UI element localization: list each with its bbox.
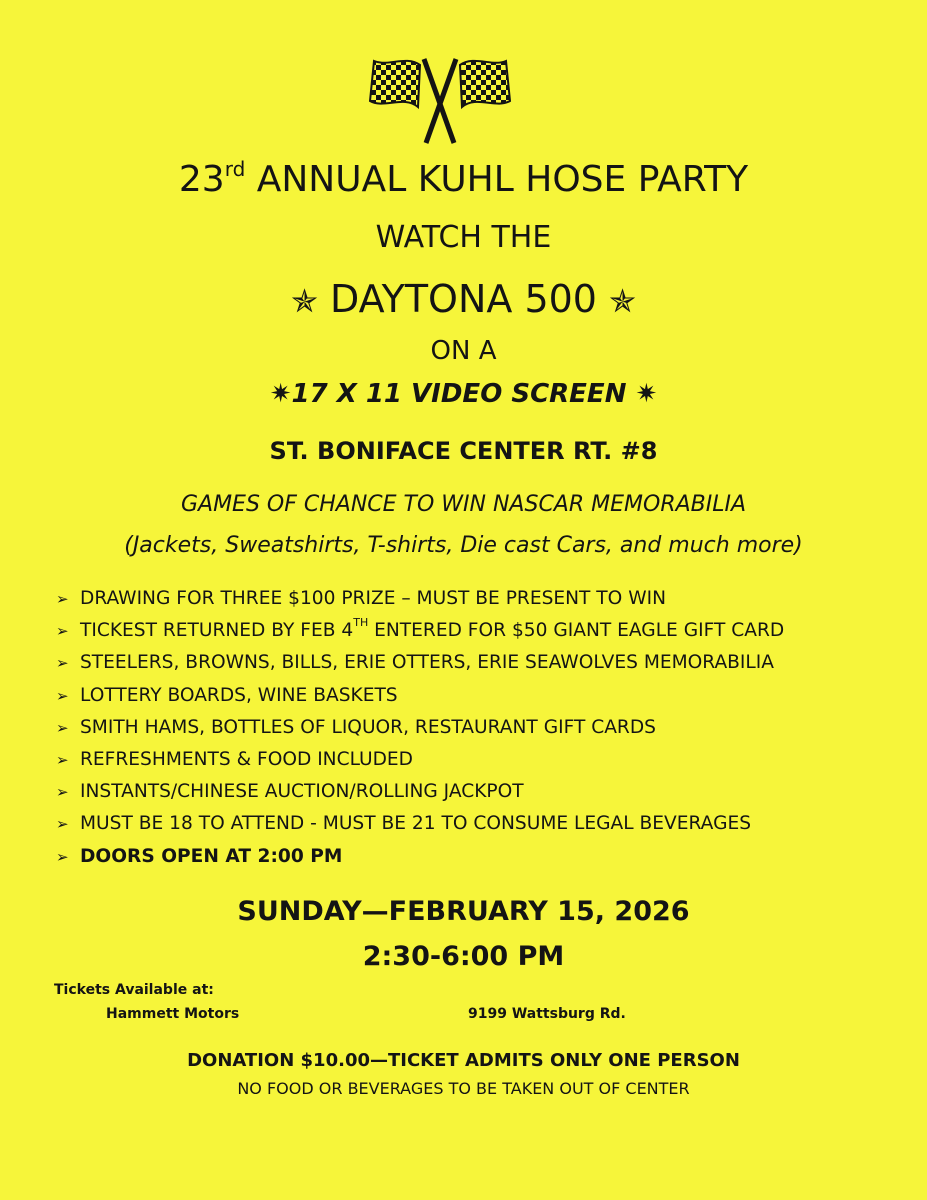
arrow-bullet-icon: ➢ xyxy=(56,783,69,802)
title-ordinal: rd xyxy=(224,157,246,181)
prize-items-line: (Jackets, Sweatshirts, T-shirts, Die cast Cars, and much more) xyxy=(124,533,803,558)
arrow-bullet-icon: ➢ xyxy=(56,686,69,705)
bullet-list xyxy=(56,583,784,873)
video-screen-line xyxy=(0,375,927,413)
games-line: GAMES OF CHANCE TO WIN NASCAR MEMORABILIA xyxy=(180,492,747,517)
no-food-notice: NO FOOD OR BEVERAGES TO BE TAKEN OUT OF CENTER xyxy=(237,1079,690,1098)
video-screen-label: 17 X 11 VIDEO SCREEN xyxy=(291,379,627,409)
watch-the-line: WATCH THE xyxy=(375,220,552,255)
venue-line: ST. BONIFACE CENTER RT. #8 xyxy=(269,437,658,465)
list-item: ➢ DOORS OPEN AT 2:00 PM xyxy=(56,841,784,873)
event-date: SUNDAY—FEBRUARY 15, 2026 xyxy=(237,896,690,927)
list-item: ➢ LOTTERY BOARDS, WINE BASKETS xyxy=(56,680,784,712)
event-title: 23rd ANNUAL KUHL HOSE PARTY xyxy=(178,157,749,200)
donation-line: DONATION $10.00—TICKET ADMITS ONLY ONE PERSON xyxy=(187,1050,740,1071)
arrow-bullet-icon: ➢ xyxy=(56,751,69,770)
list-item: ➢ REFRESHMENTS & FOOD INCLUDED xyxy=(56,744,784,776)
list-item: ➢ TICKEST RETURNED BY FEB 4TH ENTERED FOR $50 GIANT EAGLE GIFT CARD xyxy=(56,615,784,647)
event-time: 2:30-6:00 PM xyxy=(362,941,565,972)
star-left-icon: ✯ xyxy=(291,282,318,320)
list-item: ➢ STEELERS, BROWNS, BILLS, ERIE OTTERS, ERIE SEAWOLVES MEMORABILIA xyxy=(56,647,784,679)
ticket-vendor: Hammett Motors xyxy=(106,1006,240,1022)
on-a-line: ON A xyxy=(430,336,497,366)
daytona-label: DAYTONA 500 xyxy=(329,277,597,321)
list-item: ➢ DRAWING FOR THREE $100 PRIZE – MUST BE PRESENT TO WIN xyxy=(56,583,784,615)
list-item: ➢ INSTANTS/CHINESE AUCTION/ROLLING JACKPOT xyxy=(56,776,784,808)
tickets-available-label: Tickets Available at: xyxy=(54,982,214,998)
arrow-bullet-icon: ➢ xyxy=(56,622,69,641)
arrow-bullet-icon: ➢ xyxy=(56,718,69,737)
checkered-flags-icon xyxy=(366,55,514,145)
daytona-heading xyxy=(0,273,927,327)
arrow-bullet-icon: ➢ xyxy=(56,654,69,673)
list-item: ➢ MUST BE 18 TO ATTEND - MUST BE 21 TO CONSUME LEGAL BEVERAGES xyxy=(56,808,784,840)
screen-star-left-icon: ✷ xyxy=(269,379,292,409)
ticket-vendor-address: 9199 Wattsburg Rd. xyxy=(468,1006,626,1022)
list-item: ➢ SMITH HAMS, BOTTLES OF LIQUOR, RESTAURANT GIFT CARDS xyxy=(56,712,784,744)
arrow-bullet-icon: ➢ xyxy=(56,815,69,834)
arrow-bullet-icon: ➢ xyxy=(56,590,69,608)
star-right-icon: ✯ xyxy=(609,282,636,320)
screen-star-right-icon: ✷ xyxy=(635,379,658,409)
arrow-bullet-icon: ➢ xyxy=(56,847,69,866)
